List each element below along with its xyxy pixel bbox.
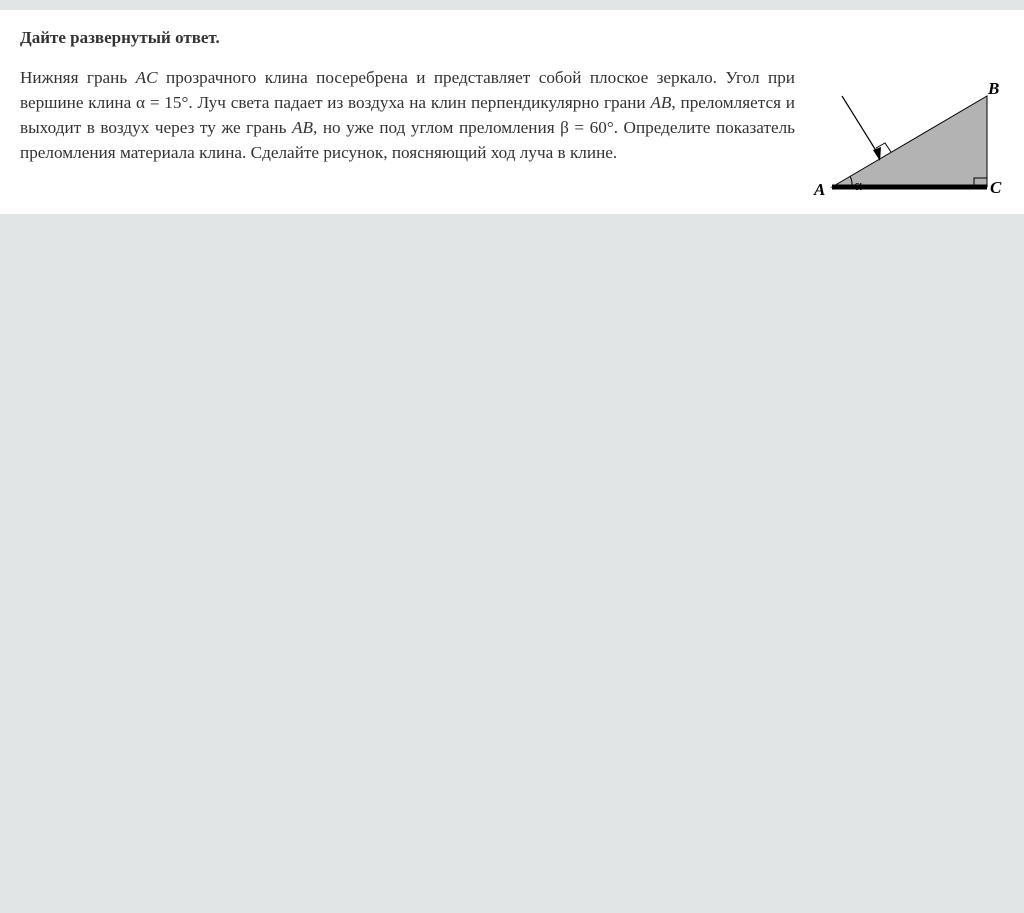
- segment-ac: AC: [135, 68, 158, 87]
- incident-ray-arrowhead: [873, 147, 881, 161]
- segment-ab: AB: [650, 93, 672, 112]
- task-card: [0, 10, 1024, 214]
- angle-alpha-label: α: [854, 178, 862, 194]
- wedge-body: [832, 96, 987, 187]
- problem-text: [20, 65, 795, 165]
- problem-text-part: , преломляется и выходит в воздух через ту же грань: [20, 93, 795, 137]
- task-instruction: Дайте развернутый ответ.: [20, 28, 220, 47]
- vertex-label-a: A: [814, 180, 826, 199]
- problem-text-part: Нижняя грань: [20, 68, 136, 87]
- vertex-label-b: B: [988, 79, 1000, 98]
- wedge-figure: [800, 65, 1020, 210]
- segment-ab: AB: [292, 118, 313, 137]
- vertex-label-c: C: [990, 178, 1002, 197]
- incident-ray: [842, 96, 880, 157]
- problem-text-part: , но уже под углом преломления β = 60°. Определите показатель преломления материала клина. Сделайте рисунок, поясняющий ход луча в клине.: [20, 118, 796, 162]
- problem-text-part: прозрачного клина посеребрена и представляет собой плоское зеркало. Угол при вершине клина α = 15°. Луч света падает из воздуха на клин перпендикулярно грани: [20, 68, 795, 112]
